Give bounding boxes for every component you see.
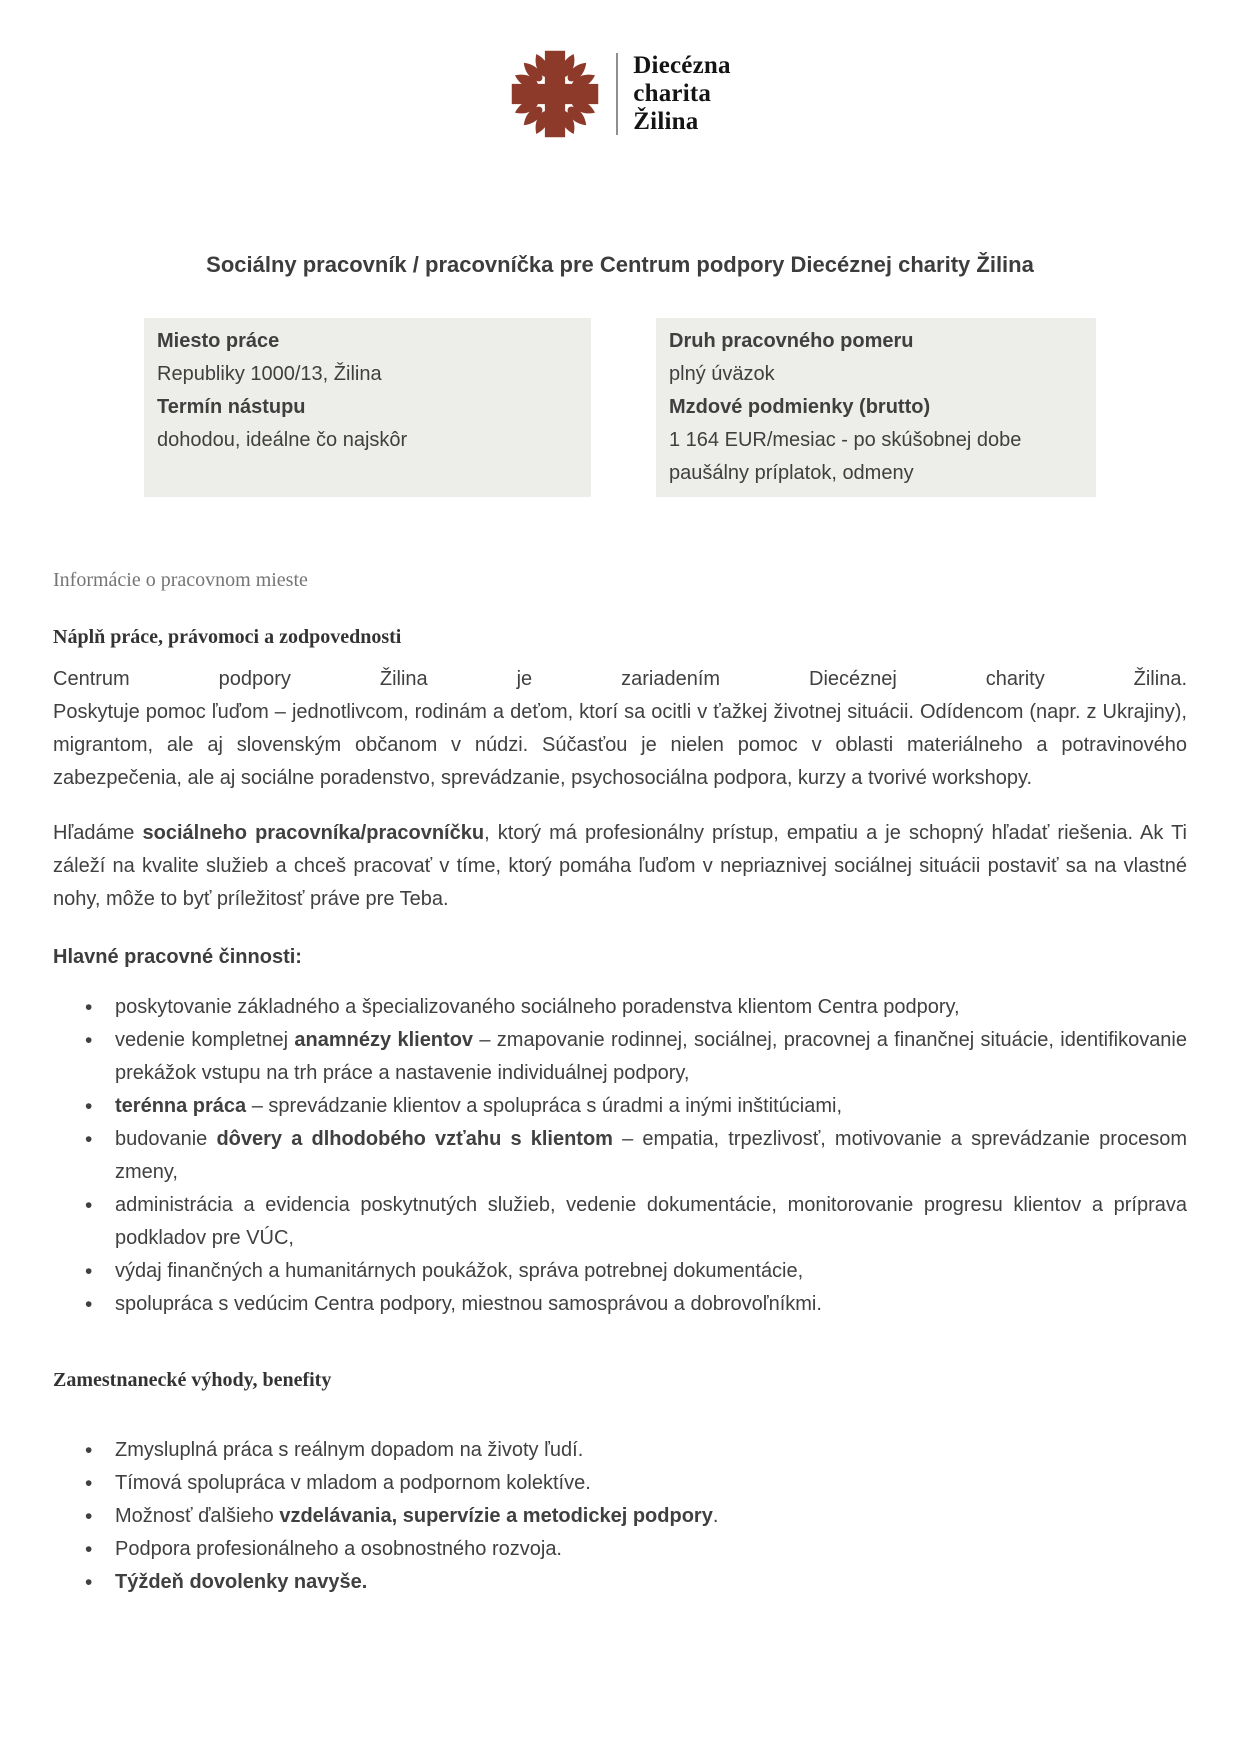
employment-type-label: Druh pracovného pomeru [669,330,914,352]
salary-value-line1: 1 164 EUR/mesiac - po skúšobnej dobe [669,429,1022,451]
list-item [115,1566,1187,1599]
logo-divider [616,53,618,135]
organization-name-line1: Diecézna [633,52,731,79]
duties-paragraph-rest: Poskytuje pomoc ľuďom – jednotlivcom, rodinám a deťom, ktorí sa ocitli v ťažkej životnej situácii. Odídencom (napr. z Ukrajiny), migrantom, ale aj slovenským občanom v núdzi. Súčasťou je nielen pomoc v oblasti materiálneho a potravinového zabezpečenia, ale aj sociálne poradenstvo, sprevádzanie, psychosociálna podpora, kurzy a tvorivé workshopy. [53,701,1187,789]
caritas-cross-icon [509,48,601,140]
text-segment: Podpora profesionálneho a osobnostného rozvoja. [115,1538,562,1560]
text-segment: administrácia a evidencia poskytnutých služieb, vedenie dokumentácie, monitorovanie progresu klientov a príprava podkladov pre VÚC, [115,1194,1187,1249]
text-segment: Týždeň dovolenky navyše. [115,1571,368,1593]
text-segment: – sprevádzanie klientov a spolupráca s úradmi a inými inštitúciami, [246,1095,843,1117]
list-item [115,1288,1187,1321]
list-item [115,1123,1187,1189]
start-date-label: Termín nástupu [157,396,306,418]
text-segment: sociálneho pracovníka/pracovníčku [142,822,485,844]
section-label: Informácie o pracovnom mieste [53,569,308,591]
employment-type-value: plný úväzok [669,363,775,385]
list-item [115,1434,1187,1467]
list-item [115,1533,1187,1566]
list-item [115,991,1187,1024]
info-box-place-of-work [144,318,591,497]
text-segment: Možnosť ďalšieho [115,1505,280,1527]
duties-paragraph-2 [53,817,1187,916]
duties-heading: Náplň práce, právomoci a zodpovednosti [53,626,402,648]
text-segment: anamnézy klientov [294,1029,474,1051]
place-of-work-value: Republiky 1000/13, Žilina [157,363,382,385]
text-segment: – zmapovanie rodinnej, sociálnej, pracovnej a finančnej situácie, identifikovanie prekážok vstupu na trh práce a nastavenie individuálnej podpory, [115,1029,1187,1084]
text-segment: Tímová spolupráca v mladom a podpornom kolektíve. [115,1472,591,1494]
job-summary-boxes [53,318,1187,497]
text-segment: – empatia, trpezlivosť, motivovanie a sprevádzanie procesom zmeny, [115,1128,1187,1183]
list-item [115,1090,1187,1123]
job-title: Sociálny pracovník / pracovníčka pre Centrum podpory Diecéznej charity Žilina [206,252,1034,277]
place-of-work-label: Miesto práce [157,330,280,352]
text-segment: vedenie kompletnej [115,1029,295,1051]
list-item [115,1500,1187,1533]
list-item [115,1024,1187,1090]
text-segment: spolupráca s vedúcim Centra podpory, miestnou samosprávou a dobrovoľníkmi. [115,1293,822,1315]
organization-name-line3: Žilina [633,108,699,135]
text-segment: budovanie [115,1128,217,1150]
text-segment: . [712,1505,719,1527]
text-segment: Hľadáme [53,822,143,844]
text-segment: terénna práca [115,1095,247,1117]
organization-name [633,52,730,136]
caritas-logo [509,48,730,140]
benefits-list [53,1434,1187,1599]
benefits-heading: Zamestnanecké výhody, benefity [53,1369,332,1391]
text-segment: Zmysluplná práca s reálnym dopadom na životy ľudí. [115,1439,584,1461]
organization-name-line2: charita [633,80,712,107]
duties-paragraph-line1: Centrum podpory Žilina je zariadením Diecéznej charity Žilina. [53,668,1187,690]
text-segment: výdaj finančných a humanitárnych poukážok, správa potrebnej dokumentácie, [115,1260,804,1282]
logo-header [53,48,1187,140]
list-item [115,1189,1187,1255]
activities-heading: Hlavné pracovné činnosti: [53,946,302,968]
list-item [115,1467,1187,1500]
activities-list [53,991,1187,1321]
list-item [115,1255,1187,1288]
text-segment: poskytovanie základného a špecializovaného sociálneho poradenstva klientom Centra podpory, [115,996,960,1018]
text-segment: dôvery a dlhodobého vzťahu s klientom [216,1128,613,1150]
text-segment: vzdelávania, supervízie a metodickej podpory [279,1505,713,1527]
text-segment: , ktorý má profesionálny prístup, empatiu a je schopný hľadať riešenia. Ak Ti záleží na kvalite služieb a chceš pracovať v tíme, ktorý pomáha ľuďom v nepriaznivej sociálnej situácii postaviť sa na vlastné nohy, môže to byť príležitosť práve pre Teba. [53,822,1187,910]
salary-label: Mzdové podmienky (brutto) [669,396,931,418]
info-box-employment-terms [656,318,1096,497]
salary-value-line2: paušálny príplatok, odmeny [669,462,914,484]
start-date-value: dohodou, ideálne čo najskôr [157,429,408,451]
